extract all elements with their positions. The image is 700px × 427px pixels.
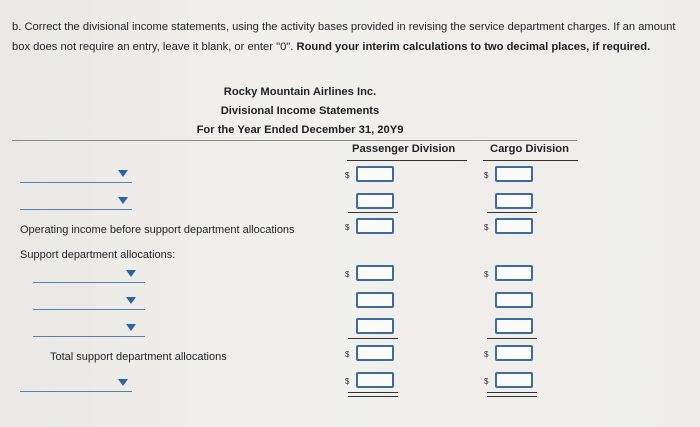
revenue-dropdown[interactable] bbox=[20, 168, 132, 183]
currency-symbol: $ bbox=[484, 223, 489, 232]
currency-symbol: $ bbox=[345, 171, 350, 180]
support-subtotal-rule bbox=[487, 338, 537, 339]
passenger-total-support-input[interactable] bbox=[356, 345, 394, 361]
cargo-support-input-3[interactable] bbox=[495, 318, 533, 334]
support-allocation-dropdown-1[interactable] bbox=[33, 268, 145, 283]
instructions bbox=[12, 17, 692, 57]
column-header-cargo: Cargo Division bbox=[490, 143, 569, 155]
currency-symbol: $ bbox=[345, 377, 350, 386]
total-support-label: Total support department allocations bbox=[50, 351, 227, 363]
support-allocation-dropdown-2[interactable] bbox=[33, 295, 145, 310]
support-allocations-heading: Support department allocations: bbox=[20, 249, 176, 261]
cargo-total-support-input[interactable] bbox=[495, 345, 533, 361]
cargo-expense-input[interactable] bbox=[495, 193, 533, 209]
cargo-operating-income-input[interactable] bbox=[495, 218, 533, 234]
final-line-dropdown[interactable] bbox=[20, 377, 132, 392]
company-name: Rocky Mountain Airlines Inc. bbox=[223, 86, 377, 98]
currency-symbol: $ bbox=[345, 223, 350, 232]
passenger-header-underline bbox=[347, 160, 467, 161]
passenger-final-input[interactable] bbox=[356, 372, 394, 388]
currency-symbol: $ bbox=[484, 350, 489, 359]
statement-title: Divisional Income Statements bbox=[220, 105, 380, 117]
header-rule bbox=[12, 140, 577, 141]
support-subtotal-rule bbox=[348, 338, 398, 339]
passenger-support-input-1[interactable] bbox=[356, 265, 394, 281]
cargo-final-input[interactable] bbox=[495, 372, 533, 388]
statement-period: For the Year Ended December 31, 20Y9 bbox=[196, 124, 404, 136]
cargo-header-underline bbox=[483, 160, 578, 161]
cargo-support-input-1[interactable] bbox=[495, 265, 533, 281]
passenger-support-input-2[interactable] bbox=[356, 292, 394, 308]
currency-symbol: $ bbox=[345, 350, 350, 359]
instructions-bold: Round your interim calculations to two decimal places, if required. bbox=[296, 41, 651, 53]
chevron-down-icon bbox=[118, 170, 128, 177]
column-header-passenger: Passenger Division bbox=[352, 143, 456, 155]
subtotal-rule bbox=[348, 212, 398, 213]
operating-income-label: Operating income before support department allocations bbox=[20, 224, 295, 236]
cargo-revenue-input[interactable] bbox=[495, 166, 533, 182]
double-underline bbox=[348, 392, 398, 397]
chevron-down-icon bbox=[118, 379, 128, 386]
subtotal-rule bbox=[487, 212, 537, 213]
passenger-operating-income-input[interactable] bbox=[356, 218, 394, 234]
passenger-support-input-3[interactable] bbox=[356, 318, 394, 334]
chevron-down-icon bbox=[118, 197, 128, 204]
passenger-expense-input[interactable] bbox=[356, 193, 394, 209]
cargo-support-input-2[interactable] bbox=[495, 292, 533, 308]
instructions-text: b. Correct the divisional income statements, using the activity bases provided in revising the service department charges. If an amount box does not require an entry, leave it blank, or enter "0". bbox=[12, 21, 676, 53]
passenger-revenue-input[interactable] bbox=[356, 166, 394, 182]
expense-dropdown[interactable] bbox=[20, 195, 132, 210]
chevron-down-icon bbox=[126, 297, 136, 304]
currency-symbol: $ bbox=[484, 377, 489, 386]
double-underline bbox=[487, 392, 537, 397]
chevron-down-icon bbox=[126, 270, 136, 277]
currency-symbol: $ bbox=[484, 171, 489, 180]
currency-symbol: $ bbox=[484, 270, 489, 279]
currency-symbol: $ bbox=[345, 270, 350, 279]
support-allocation-dropdown-3[interactable] bbox=[33, 322, 145, 337]
chevron-down-icon bbox=[126, 324, 136, 331]
